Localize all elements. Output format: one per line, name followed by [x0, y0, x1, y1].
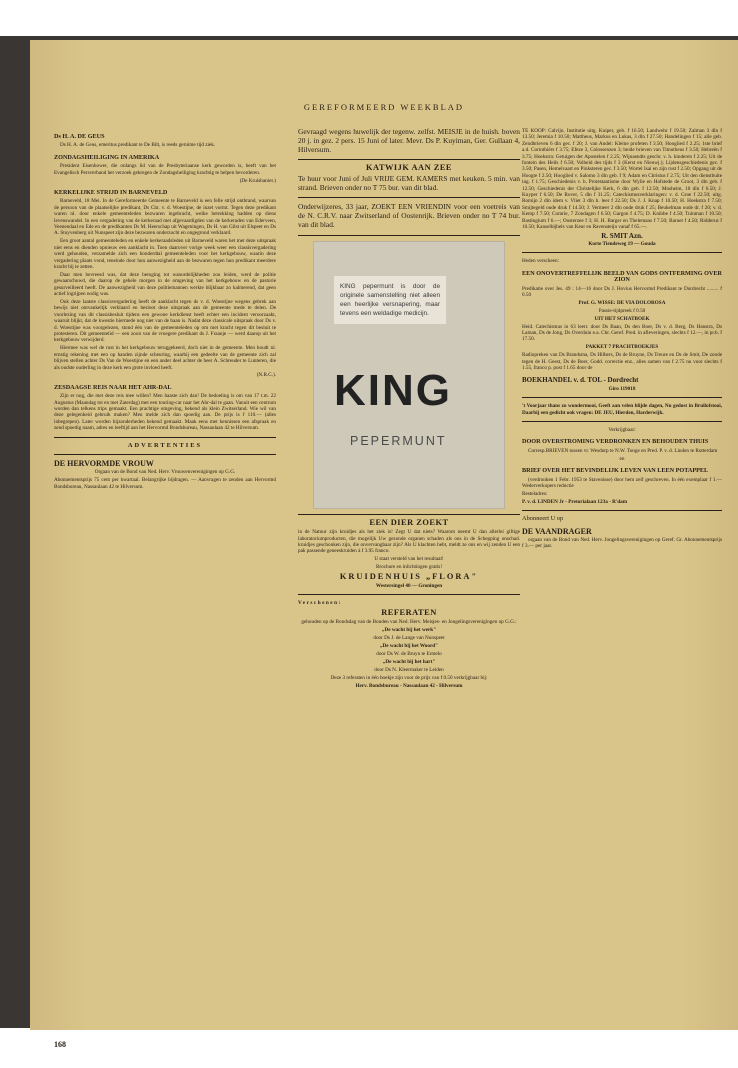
flora-heading: KRUIDENHUIS „FLORA"	[339, 571, 479, 581]
vaandrager-heading: DE VAANDRAGER	[522, 526, 592, 536]
beeld-text: Predikatie over Jes. 49 : 14—16 door Ds J. Hovius Hervormd Predikant te Dordrecht ......... f 0.50	[522, 285, 722, 298]
linden-address: P. v. d. LINDEN Jr - Pretorialaan 123a - R'dam	[522, 498, 628, 505]
zondag-source: (De Kruisbanier.)	[239, 177, 276, 184]
strijd-paragraph-5: Hiermee was wel de rust in het kerkgebouw teruggekeerd, doch niet in de gemeente. Men houdt nl. ernstig rekening met een op handen zijnde scheuring, waarbij een gedeelte van de gemeente zich zal blijven stellen achter Ds Van de Woestijne en een ander deel achter de heer A. Schreuder te Lunteren, die als oudste ouderling in deze kerk een grote invloed heeft.	[54, 345, 276, 371]
bestel-label: Besteladres:	[522, 490, 548, 497]
divider	[298, 235, 520, 236]
pakket-title: PAKKET 7 PRACHTBOEKJES	[585, 344, 659, 351]
pakket-text: Radiopreken van Ds Brandsma, Ds Hilbers, Ds de Bruyne, Ds Treure en Ds de Smit, De zonde tegen de H. Geest, Ds de Boer, Godd. correctie enz., alles samen van f 2.75 nu voor slechts f 1.55, franco p. post f 1.65 door de	[522, 352, 722, 371]
divider	[522, 510, 722, 511]
onderwijzeres-ad: Onderwijzeres, 33 jaar, ZOEKT EEN VRIENDIN voor een voetreis van de N. C.R.V. naar Zwitserland of Oostenrijk. Brieven onder no T 74 bur. van dit blad.	[298, 202, 520, 229]
abonneert-label: Abonneert U op	[522, 515, 564, 523]
divider	[522, 397, 722, 398]
column-left	[54, 128, 276, 492]
wisse-title: Prof. G. WISSE: DE VIA DOLOROSA	[578, 299, 666, 306]
king-logo: KING	[334, 365, 452, 415]
king-pepermunt-ad	[313, 241, 505, 509]
column-right	[522, 128, 722, 551]
king-tagline: KING pepermunt is door de originele samenstelling niet alleen een heerlijke versnapering, maar tevens een weldadige medicijn.	[334, 276, 446, 324]
top-margin	[0, 0, 738, 36]
vaandrager-text: orgaan van de Bond van Ned. Herv. Jongelingsverenigingen op Geref. Gr. Abonnementsprijs f 3.— per jaar.	[522, 537, 722, 550]
dier-note-1: U staat versteld van het resultaat!	[374, 556, 444, 563]
geus-heading: Ds H. A. DE GEUS	[54, 133, 105, 140]
strijd-paragraph-1: Barneveld, 18 Mei. In de Gereformeerde Gemeente te Barneveld is een felle strijd ontbrand, waarvan de persoon van de plaatselijke predikant, Ds Chr. v. d. Woestijne, de inzet vormt. Tegen deze predikant waren nl. door enkele gemeenteleden bezwaren ingebracht, welke betrekking hadden op diens levenswandel. In een vergadering van de kerkeraad met afgevaardigden van de kerkeraden van Ederveen, Veenendaal en Ede en de predikanten Ds M. Heerschap uit Wageningen, Ds H. van Gilst uit Elspeet en Ds A. Stuyvenberg uit Nunspeet zijn deze bezwaren onderzocht en ongegrond verklaard.	[54, 198, 276, 237]
smit-address: Korte Tiendeweg 19 — Gouda	[588, 240, 656, 247]
heden-label: Heden verscheen:	[522, 258, 560, 265]
referaat-1-title: „De wacht bij het werk"	[381, 627, 437, 634]
gevraagd-ad: Gevraagd wegens huwelijk der tegenw. zelfst. MEISJE in de huish. boven 20 j. in gez. 2 pers. 15 Juni of later. Mevr. Ds P. Kuyiman, Ger. Gullaan 4, Hilversum.	[298, 127, 520, 154]
divider	[298, 514, 520, 515]
heid-text: Heid. Catechismus in 63 leerr. door Ds Baan, Ds den Boer, Ds v. d. Berg, Ds Hanstra, Ds Laman, Ds de Jong, Ds Overduin e.a. Chr. Geref. Pred. in afleveringen, slechts f 12.—, in pr.b. f 17.50.	[522, 323, 722, 343]
dier-heading: EEN DIER ZOEKT	[369, 517, 449, 527]
passie-text: Passie-tijdpreek f 0.50	[598, 307, 646, 314]
vrouw-heading: DE HERVORMDE VROUW	[54, 459, 154, 469]
divider	[298, 197, 520, 198]
divider	[522, 252, 722, 253]
brief-heading: BRIEF OVER HET BEVINDELIJK LEVEN VAN LEEN POTAPPEL	[522, 467, 709, 475]
advertenties-label: ADVERTENTIES	[127, 441, 203, 449]
referaat-2-author: door Ds W. de Bruyn te Ermelo	[376, 650, 442, 657]
strijd-paragraph-4: Ook deze laatste classisvergadering heeft de aanklacht tegen ds v. d. Woestijne wegens gebrek aan bewijs niet ontvankelijk verklaard en besloot deze uitspraak aan de gemeente mede te delen. De voorlezing van dit classisbesluit tijdens een gewone kerkdienst heeft echter een incident veroorzaakt, waaruit blijkt, dat de kwestie hiermede nog niet van de baan is. Nadat deze classicale uitspraak door Ds v. d. Woestijne was voorgelezen, stond één van de gemeenteleden op om met kracht tegen dit besluit te protesteren. Dit gemeentelid — een zoon van de vroegere predikant ds J. Fraanje — werd daarop uit het kerkgebouw verwijderd.	[54, 298, 276, 344]
divider	[54, 437, 276, 438]
divider	[522, 421, 722, 422]
bottom-margin	[0, 1028, 738, 1068]
voorjaar-poem: 't Voorjaar thans zo wondermooi, Geeft aan velen blijde dagen, Nu gedost in Bruilofstooi, Daarbij een gedicht ook vragen: DE JEU, Hierden, Harderwijk.	[522, 403, 722, 416]
divider	[298, 594, 520, 595]
column-middle	[298, 128, 520, 690]
flora-address: Westersingel 40 — Groningen	[375, 583, 443, 590]
strijd-paragraph-2: Een groot aantal gemeenteleden en enkele kerkeraadsleden uit Barneveld waren het met deze uitspraak niet eens en dienden opnieuw een aanklacht in. Toen daarover vorige week weer een classisvergadering werd gehouden, verzamelde zich een honderdtal gemeenteleden voor het kerkgebouw, waarin deze vergadering plaats vond, teneinde door hun aanwezigheid aan de bezwaren tegen hun predikant meerdere kracht bij te zetten.	[54, 238, 276, 270]
referaten-address: Herv. Bondsbureau - Nassaulaan 42 - Hilversum	[355, 682, 463, 689]
overstroming-heading: DOOR OVERSTROMING VERDRONKEN EN BEHOUDEN THUIS	[522, 438, 709, 446]
katwijk-heading: KATWIJK AAN ZEE	[366, 163, 452, 173]
brief-text: (verdronken 1 Febr. 1953 te Stavenisse) door hem zelf geschreven. In één exemplaar f 1.— Wederverkopers reductie	[522, 476, 722, 489]
strijd-source: (N.R.C.).	[256, 372, 276, 379]
reis-heading: ZESDAAGSE REIS NAAR HET AHR-DAL	[54, 383, 172, 391]
tol-heading: BOEKHANDEL v. d. TOL - Dordrecht	[522, 376, 639, 385]
referaat-1-author: door Ds J. de Lange van Nunspeet	[373, 635, 445, 642]
dier-text: in de Natuur zijn kruidjes als het ziek is! Zegt U dat niets? Waarom neemt U dan allerlei giftige laboratoriumproducten, die mogelijk Uw gezonde organen schaden als ons in de Schepping onschad. kruidjes geschonken zijn, die onvervangbaar zijn? Als U klachten hebt, meldt ze ons en wij zenden U een pak passende geneeskruiden à f 3.95 franco.	[298, 529, 520, 555]
referaten-heading: REFERATEN	[381, 607, 437, 617]
strijd-paragraph-3: Daar men bevreesd was, dat deze betoging tot wanordelijkheden zou leiden, werd de politie gewaarschuwd, die daarop de gehele morgen in de omgeving van het kerkgebouw en de pastorie gesurveilleerd heeft. De aanwezigheid van deze politiemannen werkte blijkbaar zo kalmerend, dat geen actief ingrijpen nodig was.	[54, 271, 276, 298]
divider	[298, 159, 520, 160]
en-text: en	[619, 455, 625, 462]
king-product: PEPERMUNT	[350, 433, 447, 448]
vrouw-subtitle: Orgaan van de Bond van Ned. Herv. Vrouwenverenigingen op G.G.	[94, 469, 236, 476]
referaten-price: Deze 3 referaten in één boekje zijn voor de prijs van f 0.50 verkrijgbaar bij:	[330, 674, 488, 681]
smit-name: R. SMIT Azn.	[601, 231, 643, 240]
corresp-text: Corresp.BRIEVEN tussen vr. Wesdorp te N.W. Tonge en Pred. P. v. d. Linden te Rotterdam	[528, 447, 718, 454]
te-koop-ad: TE KOOP: Calvijn, Institutie uitg. Kuiper, geb. f 16.50; Landwehr f 19.50; Zalman 3 dln f 13.50; Jeremia f 10.50; Mattheus, Markus en Lukas, 3 dln f 27.50; Handelingen f 15; alle geb. Zendbrieven 6 dln gec. f 20; J. van Andel: Kleine profeten f 3.50; Hooglied f 2.25; 1ste brief a.d. Corinthiërs f 3.75; Efeze 3, Colossenzen 3; beide brieven van Timotheus f 3.50; Hebreën f 3.75; Hoekstra: Getuigen der Apostelen f 2.25; Wijnaendts geschr. v. h. kinderen f 2.25; Uit de fontein des Heils f 6.50; Volheid des tijds f 3 (Kerst en Nieuwj.); Lijdensgeschiedenis gec. f 3.50; Pasen, Hemelvaart en Pinksteren gec. f 3.50; Wortel Isaï en zijn rust f 2.50; Opgang uit de Hoogte f 2.50; Hooglied v. Salomo 3 dln geb. f 9; Adam en Christus f 2.75; Uit den dienstbuite ing. f 1.75; Geschiedenis v. h. Protestantisme door Wylie en Hofstede de Groot, 3 dln geb. f 12.50; Geschiedenis der Christelijke Kerk, 6 dln geb. f 12.50; Mosheim, 10 dln f 6.50; J. Kuyper f 6.50; De Rover, 5 dln f 31.25; Catechismusverklaringen: v. d. Groe f 22.50; uitg. Romijn 2 dln idem v. Vliet 3 dln h. leer f 22.50; Ds J. J. Knap f 10.50; H. Hoekstra f 7.50; Smijtegeld oude druk f 14.50; J. Vermeer 2 dln oude druk f 25; Beukelman oude dr. f 20; v. d. Kemp f 7.50; Comrie, 7 Zondagen f 6.50; Gargon f 4.75; D. Knibbe f 4.50; Tuinman f 10.50; Bastingium f 6.—; Oosterzee f 3; H. H. Barger en Thelemans f 7.50; Baruet f 4.50; Ridderus f 10.50; Kanselbijbels van Keur en Ravensteijn vanaf f 65.—.	[522, 128, 722, 231]
referaat-2-title: „De wacht bij het Woord"	[379, 642, 439, 649]
katwijk-text: Te huur voor Juni of Juli VRIJE GEM. KAMERS met keuken. 5 min. van strand. Brieven onder no T 75 bur. van dit blad.	[298, 173, 520, 192]
referaat-3-author: door Ds N. Kleermaker te Leiden	[374, 666, 444, 673]
dier-note-2: Brochure en inlichtingen gratis!	[375, 564, 443, 571]
tol-giro: Giro 119018	[608, 385, 636, 392]
running-title: GEREFORMEERD WEEKBLAD	[303, 102, 465, 112]
vrouw-text: Abonnementsprijs 75 cent per kwartaal. Belangrijke bijdragen. — Aanvragen te zenden aan Hervormd Bondsbureau, Nassaulaan 42 te Hilversum.	[54, 477, 276, 490]
divider	[54, 454, 276, 455]
referaat-3-title: „De wacht bij het hart"	[382, 658, 436, 665]
schatboek-title: UIT HET SCHATBOEK	[594, 315, 650, 322]
geus-text: Ds H. A. de Geus, emeritus predikant te De Bilt, is reeds geruime tijd ziek.	[60, 142, 216, 149]
reis-text: Zijn er nog, die met deze reis mee willen? Men haaste zich dan! De bedoeling is om van 17 t.m. 22 Augustus (Maandag tot en met Zaterdag) met een touring-car naar het Ahr-dal te gaan. Vanuit een centrum worden dan telkens trips gemaakt. Een prachtige omgeving, bekend als klein Zwitserland. Wie wil van deze gelegenheid gebruik maken? Men melde zich dan spoedig aan. De prijs is f 110.— (alles inbegrepen). Later worden bijzonderheden bekend gemaakt. Maak eens met kennissen een afspraak en zend spoedig naam, adres en leeftijd aan het Hervormd Bondsbureau, Nassaulaan 42 te Hilversum.	[54, 393, 276, 432]
beeld-heading: EEN ONOVERTREFFELIJK BEELD VAN GODS ONTFERMING OVER ZION	[522, 269, 722, 284]
strijd-heading: KERKELIJKE STRIJD IN BARNEVELD	[54, 188, 168, 196]
newspaper-page	[30, 40, 738, 1049]
referaten-text: gehouden op de Bondsdag van de Bonden van Ned. Herv. Meisjes- en Jongelingsverenigingen op G.G.:	[301, 619, 517, 626]
verkrijgbaar-label: Verkrijgbaar:	[608, 427, 636, 434]
verschenen-label: Verschenen:	[298, 600, 342, 607]
page-number: 168	[54, 1040, 66, 1049]
zondag-text: President Eisenhower, die onlangs lid van de Presbyteriaanse kerk geworden is, heeft van het Evangelisch Persverband het verzoek gekregen de Zondagsheiliging krachtig te helpen bevorderen.	[54, 163, 276, 176]
zondag-heading: ZONDAGSHEILIGING IN AMERIKA	[54, 153, 160, 161]
